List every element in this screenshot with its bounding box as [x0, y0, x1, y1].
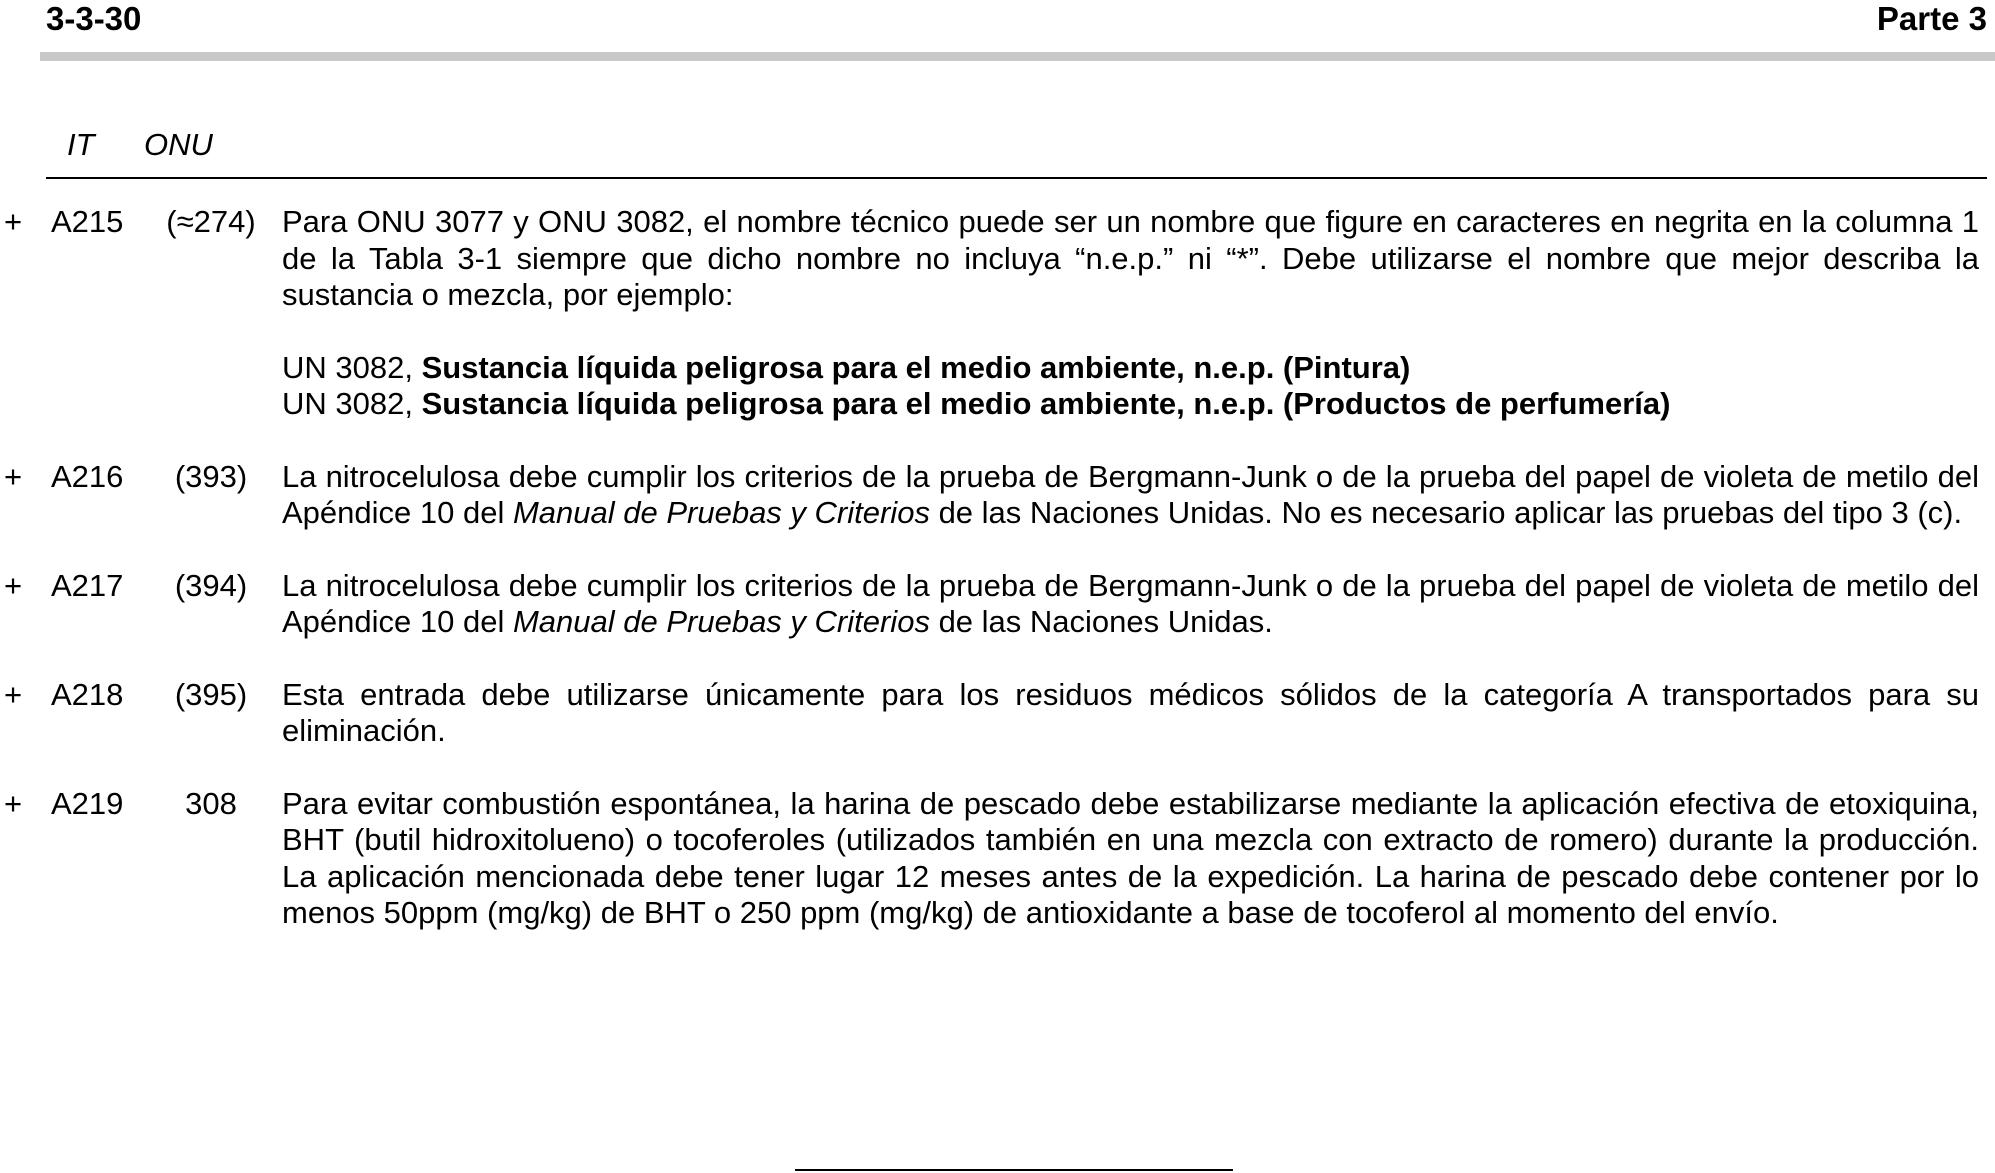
un-reference: (393)	[174, 458, 248, 494]
provision-paragraph: Esta entrada debe utilizarse únicamente para los residuos médicos sólidos de la categoría A transportados para su eliminación.	[282, 676, 1979, 748]
provision-paragraph: Para ONU 3077 y ONU 3082, el nombre técnico puede ser un nombre que figure en caracteres en negrita en la columna 1 de la Tabla 3-1 siempre que dicho nombre no incluya “n.e.p.” ni “*”. Debe utilizarse el nombre que mejor describa la sustancia o mezcla, por ejemplo:	[282, 204, 1979, 312]
provision-text	[282, 677, 1979, 750]
provision-code: A218	[51, 676, 124, 712]
revision-mark: +	[4, 567, 23, 603]
text-segment: de las Naciones Unidas. No es necesario aplicar las pruebas del tipo 3 (c).	[929, 495, 1963, 530]
un-reference: (≈274)	[166, 204, 256, 239]
revision-mark: +	[4, 676, 23, 712]
provision-entry-a215	[0, 204, 1995, 423]
text-segment: de las Naciones Unidas.	[929, 604, 1273, 639]
provision-paragraph: Para evitar combustión espontánea, la harina de pescado debe estabilizarse mediante la aplicación efectiva de etoxiquina, BHT (butil hidroxitolueno) o tocoferoles (utilizados también en una mezcla con extracto de romero) durante la producción. La aplicación mencionada debe tener lugar 12 meses antes de la expedición. La harina de pescado debe contener por lo menos 50ppm (mg/kg) de BHT o 250 ppm (mg/kg) de antioxidante a base de tocoferol al momento del envío.	[282, 785, 1979, 930]
column-head-onu: ONU	[144, 127, 213, 162]
example-prefix: UN 3082,	[282, 386, 422, 421]
provision-code: A217	[51, 567, 124, 603]
text-segment: La nitrocelulosa debe cumplir los criterios de la prueba de Bergmann-Junk o de la prueba del papel de violeta de metilo del Apéndice 10 del	[282, 458, 1979, 530]
page-number: 3-3-30	[46, 0, 142, 37]
text-segment: La nitrocelulosa debe cumplir los criterios de la prueba de Bergmann-Junk o de la prueba del papel de violeta de metilo del Apéndice 10 del	[282, 567, 1979, 639]
provision-text	[282, 204, 1979, 423]
revision-mark: +	[4, 785, 23, 821]
manual-title: Manual de Pruebas y Criterios	[512, 604, 930, 639]
provision-entry-a218	[0, 677, 1995, 750]
provision-paragraph	[282, 459, 1979, 532]
column-heads-rule	[46, 177, 1987, 179]
provision-text	[282, 786, 1979, 932]
header-rule	[40, 52, 1995, 61]
part-label: Parte 3	[1876, 0, 1987, 37]
un-reference: (395)	[174, 676, 248, 712]
revision-mark: +	[4, 458, 23, 494]
example-line	[282, 386, 1979, 423]
revision-mark: +	[4, 204, 23, 239]
provision-text	[282, 568, 1979, 641]
un-reference: 308	[185, 785, 237, 821]
example-name: Sustancia líquida peligrosa para el medio ambiente, n.e.p. (Productos de perfumería)	[421, 386, 1671, 421]
example-prefix: UN 3082,	[282, 349, 422, 385]
footer-rule	[795, 1169, 1233, 1171]
provision-code: A215	[51, 204, 124, 239]
provision-text	[282, 459, 1979, 532]
example-line	[282, 350, 1979, 387]
provisions-list	[0, 204, 1995, 968]
provision-paragraph	[282, 568, 1979, 641]
provision-code: A219	[51, 785, 124, 821]
provision-entry-a219	[0, 786, 1995, 932]
un-reference: (394)	[174, 567, 248, 603]
provision-entry-a217	[0, 568, 1995, 641]
provision-code: A216	[51, 458, 124, 494]
provision-entry-a216	[0, 459, 1995, 532]
manual-title: Manual de Pruebas y Criterios	[512, 495, 930, 530]
examples-block	[282, 350, 1979, 423]
column-head-it: IT	[67, 127, 95, 162]
example-name: Sustancia líquida peligrosa para el medio ambiente, n.e.p. (Pintura)	[421, 349, 1411, 385]
